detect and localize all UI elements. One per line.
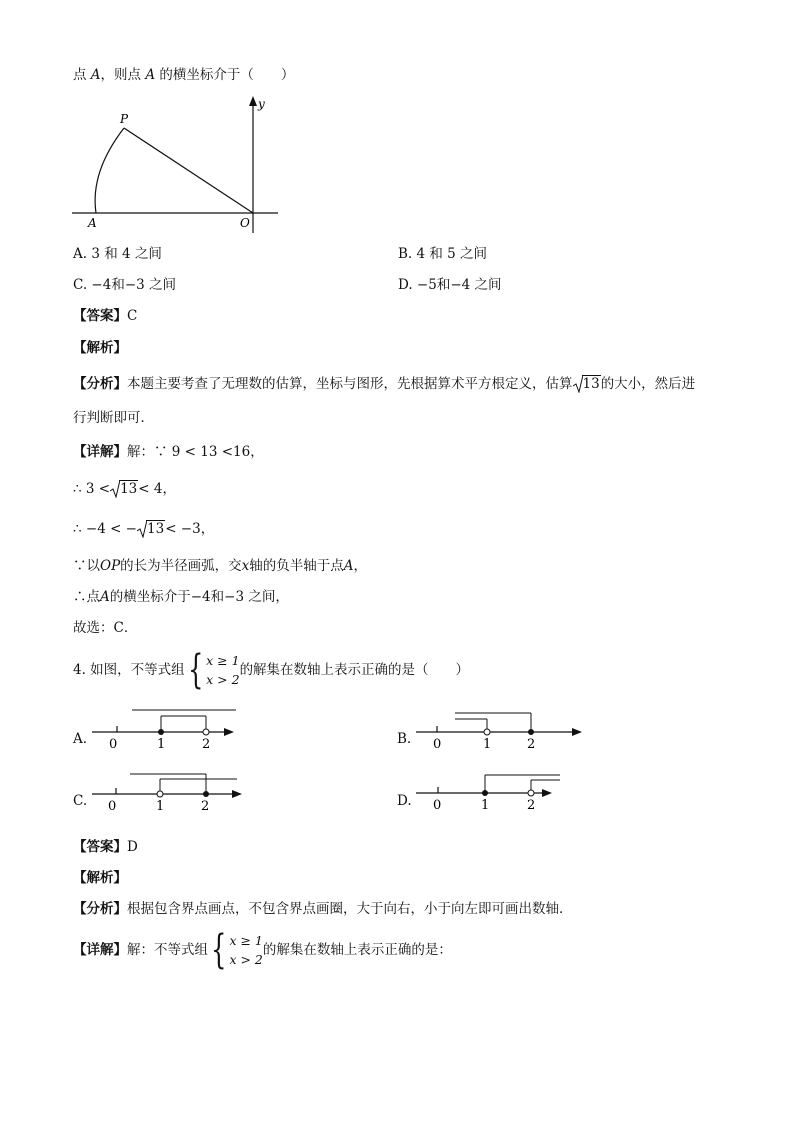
q3-analysis-tag: 【解析】 bbox=[73, 340, 127, 356]
hollow-point-1 bbox=[157, 791, 163, 797]
q3-xiangjie-line1: 【详解】解：∵ 9 < 13 <16， bbox=[73, 444, 264, 460]
option-a: A. 3 和 4 之间 bbox=[73, 246, 162, 262]
q4-stem: 4. 如图，不等式组 { x ≥ 1 x > 2 的解集在数轴上表示正确的是（ ） bbox=[73, 647, 470, 693]
q3-xiangjie-line4: ∵以OP的长为半径画弧，交x轴的负半轴于点A， bbox=[73, 558, 368, 574]
inequality-system: { x ≥ 1 x > 2 bbox=[187, 647, 240, 693]
svg-text:0: 0 bbox=[109, 737, 118, 752]
q4-xiangjie: 【详解】解：不等式组 { x ≥ 1 x > 2 的解集在数轴上表示正确的是： bbox=[73, 927, 452, 973]
number-line-d-label: D. bbox=[397, 793, 412, 809]
point-p-label: P bbox=[120, 112, 129, 126]
number-line-c bbox=[88, 765, 248, 817]
svg-text:2: 2 bbox=[527, 737, 536, 752]
coordinate-figure bbox=[68, 92, 288, 242]
q3-fenxi-line1: 【分析】本题主要考查了无理数的估算，坐标与图形，先根据算术平方根定义，估算 13的大小，然后进 bbox=[73, 376, 696, 392]
hollow-point-1 bbox=[484, 729, 490, 735]
q4-fenxi: 【分析】根据包含界点画点，不包含界点画圈，大于向右，小于向左即可画出数轴． bbox=[73, 901, 573, 917]
q4-analysis-tag: 【解析】 bbox=[73, 870, 127, 886]
inequality-system: { x ≥ 1 x > 2 bbox=[211, 927, 263, 973]
sqrt-13: 13 bbox=[137, 520, 165, 538]
number-line-b bbox=[412, 702, 584, 754]
svg-text:1: 1 bbox=[481, 798, 490, 813]
answer-value: D bbox=[127, 839, 138, 855]
hollow-point-2 bbox=[203, 729, 209, 735]
svg-text:2: 2 bbox=[201, 799, 210, 814]
svg-text:2: 2 bbox=[527, 798, 536, 813]
option-c: C. −4和−3 之间 bbox=[73, 277, 177, 293]
svg-text:0: 0 bbox=[433, 798, 442, 813]
number-line-a bbox=[88, 702, 248, 754]
solid-point-2 bbox=[528, 729, 534, 735]
q3-answer bbox=[73, 307, 137, 325]
svg-text:0: 0 bbox=[433, 737, 442, 752]
solid-point-2 bbox=[203, 791, 209, 797]
hollow-point-2 bbox=[528, 790, 534, 796]
number-line-a-label: A. bbox=[73, 731, 88, 747]
y-axis-label: y bbox=[258, 97, 265, 111]
option-b: B. 4 和 5 之间 bbox=[398, 246, 488, 262]
q3-xiangjie-line2: ∴ 3 < 13< 4， bbox=[73, 481, 176, 497]
q3-xiangjie-line6: 故选：C． bbox=[73, 620, 138, 636]
solid-point-1 bbox=[158, 729, 164, 735]
svg-text:2: 2 bbox=[202, 737, 211, 752]
origin-label: O bbox=[240, 216, 250, 230]
q3-fenxi-line2: 行判断即可． bbox=[73, 410, 154, 426]
q3-xiangjie-line5: ∴点A的横坐标介于−4和−3 之间， bbox=[73, 589, 289, 605]
q3-xiangjie-line3: ∴ −4 < − 13< −3， bbox=[73, 521, 215, 537]
solid-point-1 bbox=[482, 790, 488, 796]
arc-pa bbox=[95, 128, 124, 213]
y-axis-arrow bbox=[249, 96, 257, 106]
sqrt-13: 13 bbox=[110, 480, 138, 498]
svg-text:1: 1 bbox=[157, 737, 166, 752]
option-d: D. −5和−4 之间 bbox=[398, 277, 502, 293]
answer-value: C bbox=[127, 308, 138, 324]
answer-tag: 【答案】 bbox=[73, 308, 127, 324]
segment-op bbox=[124, 128, 253, 213]
svg-text:0: 0 bbox=[108, 799, 117, 814]
question-intro: 点 A，则点 A 的横坐标介于（ ） bbox=[73, 67, 295, 83]
svg-text:1: 1 bbox=[156, 799, 165, 814]
number-line-d bbox=[412, 765, 572, 817]
q4-answer bbox=[73, 838, 138, 856]
answer-tag: 【答案】 bbox=[73, 839, 127, 855]
sqrt-13: 13 bbox=[573, 375, 601, 393]
svg-text:1: 1 bbox=[483, 737, 492, 752]
number-line-b-label: B. bbox=[397, 731, 412, 747]
point-a-label: A bbox=[88, 216, 97, 230]
number-line-c-label: C. bbox=[73, 793, 88, 809]
